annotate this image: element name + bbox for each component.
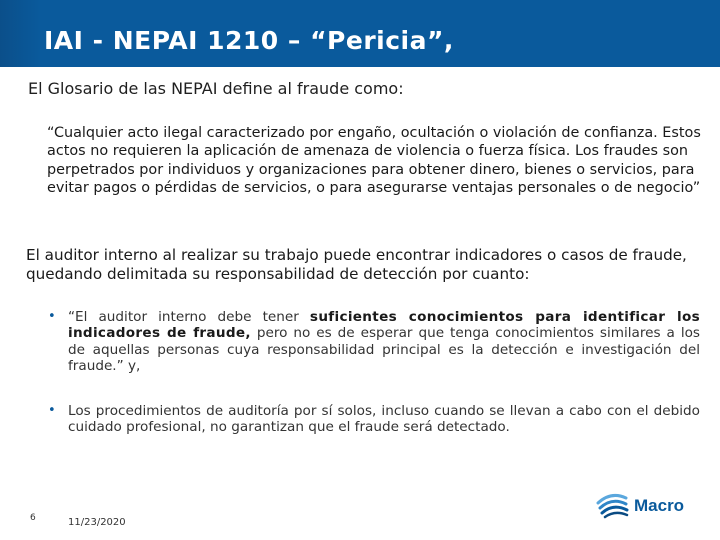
bullet-text-pre: “El auditor interno debe tener — [68, 309, 310, 325]
logo-wordmark: Macro — [634, 496, 685, 515]
bullet-text — [68, 309, 700, 374]
slide-title: IAI - NEPAI 1210 – “Pericia”, — [44, 26, 454, 55]
macro-logo — [594, 489, 704, 521]
intro-text: El Glosario de las NEPAI define al fraude como: — [28, 79, 404, 98]
macro-logo-icon — [594, 489, 634, 521]
auditor-paragraph: El auditor interno al realizar su trabajo puede encontrar indicadores o casos de fraude, quedando delimitada su responsabilidad de detección por cuanto: — [26, 246, 687, 283]
fraud-definition-quote: “Cualquier acto ilegal caracterizado por engaño, ocultación o violación de confianza. Estos actos no requieren la aplicación de amenaza de violencia o fuerza física. Los fraudes son perpetrados por individuos y organizaciones para obtener dinero, bienes o servicios, para evitar pagos o pérdidas de servicios, o para asegurarse ventajas personales o de negocio” — [47, 125, 701, 197]
bullet-icon: • — [48, 309, 56, 324]
bullet-text-emphasis: suficientes conocimientos para identificar los indicadores de fraude, — [68, 309, 700, 342]
slide-number: 6 — [30, 513, 36, 523]
bullet-item — [48, 403, 700, 436]
bullet-item — [48, 309, 700, 374]
footer-date: 11/23/2020 — [68, 517, 126, 528]
title-bar — [0, 0, 720, 67]
bullet-text-post: pero no es de esperar que tenga conocimientos similares a los de aquellas personas cuya responsabilidad principal es la detección e investigación del fraude.” y, — [68, 325, 700, 374]
bullet-icon: • — [48, 403, 56, 418]
bullet-text: Los procedimientos de auditoría por sí solos, incluso cuando se llevan a cabo con el debido cuidado profesional, no garantizan que el fraude será detectado. — [68, 403, 700, 436]
